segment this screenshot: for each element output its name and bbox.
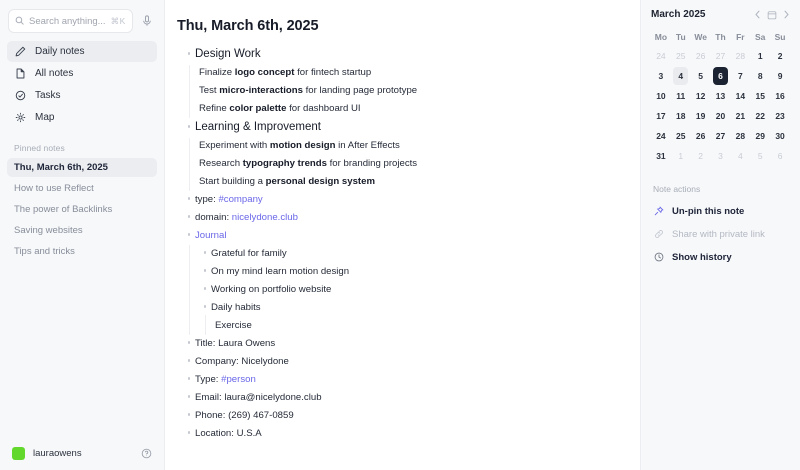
microphone-icon[interactable]: [138, 9, 156, 33]
calendar-nav: [754, 10, 790, 20]
avatar: [12, 447, 25, 460]
calendar-day[interactable]: 26: [695, 51, 706, 61]
task-row[interactable]: [199, 155, 620, 173]
calendar-day[interactable]: 10: [656, 91, 666, 101]
calendar-day[interactable]: 3: [658, 71, 664, 81]
calendar-day[interactable]: 15: [755, 91, 765, 101]
calendar-month-label: March 2025: [651, 9, 706, 20]
calendar-day[interactable]: 17: [656, 111, 666, 121]
field-text: Location: U.S.A: [195, 428, 262, 439]
task-text: Exercise: [215, 320, 252, 331]
external-link: nicelydone.club: [231, 212, 298, 223]
note-action-label: Un-pin this note: [672, 205, 745, 217]
section-heading: Learning & Improvement: [195, 121, 321, 133]
calendar-dow: Th: [715, 32, 726, 42]
sidebar-item-label: Daily notes: [35, 46, 85, 57]
clock-icon: [653, 252, 664, 263]
meta-text: type: #company: [195, 194, 263, 205]
pinned-notes-list: [0, 158, 164, 263]
bullet-icon: [183, 335, 195, 344]
calendar-dow: Mo: [654, 32, 668, 42]
calendar-day[interactable]: 16: [775, 91, 785, 101]
task-row[interactable]: [199, 100, 620, 118]
calendar-day[interactable]: 30: [775, 131, 785, 141]
calendar-day[interactable]: 19: [695, 111, 706, 121]
task-row[interactable]: [199, 137, 620, 155]
calendar-day[interactable]: 22: [755, 111, 765, 121]
document-icon: [14, 68, 26, 80]
check-circle-icon: [14, 90, 26, 102]
calendar-day[interactable]: 14: [735, 91, 746, 101]
bullet-icon: [183, 191, 195, 200]
chevron-left-icon[interactable]: [754, 10, 761, 19]
bullet-icon: [183, 407, 195, 416]
task-text: Finalize logo concept for fintech startup: [199, 67, 372, 78]
calendar-dow: Su: [774, 32, 786, 42]
calendar-day[interactable]: 24: [656, 131, 666, 141]
field-text: Type: #person: [195, 374, 256, 385]
indent-guide: [205, 315, 206, 335]
journal-item[interactable]: [199, 263, 620, 281]
tag-link: #company: [218, 194, 263, 205]
page-title: Thu, March 6th, 2025: [177, 18, 319, 34]
pinned-note-item[interactable]: Thu, March 6th, 2025: [7, 158, 157, 177]
journal-item-text: Daily habits: [211, 302, 261, 313]
sidebar-item-label: Tasks: [35, 90, 61, 101]
search-row: [0, 0, 164, 33]
calendar-day[interactable]: 18: [676, 111, 686, 121]
search-shortcut: ⌘K: [110, 15, 126, 26]
field-row-company[interactable]: [183, 353, 620, 371]
calendar-day[interactable]: 2: [698, 151, 703, 161]
share-private-link-button[interactable]: [651, 224, 790, 244]
calendar-day[interactable]: 13: [715, 91, 726, 101]
calendar-day[interactable]: 11: [676, 91, 686, 101]
pinned-note-item[interactable]: Saving websites: [14, 225, 83, 236]
calendar-dow: Sa: [755, 32, 766, 42]
calendar-day[interactable]: 1: [678, 151, 684, 161]
task-row[interactable]: [199, 64, 620, 82]
note-action-label: Show history: [672, 251, 732, 263]
calendar-dow: Tu: [675, 32, 686, 42]
calendar-dow: We: [694, 32, 707, 42]
calendar-day-selected[interactable]: 6: [713, 67, 728, 85]
calendar-day[interactable]: 6: [777, 151, 783, 161]
indent-guide: [189, 65, 190, 118]
sidebar-item-map[interactable]: [7, 107, 157, 128]
calendar-day[interactable]: 25: [676, 51, 686, 61]
bullet-icon: [183, 353, 195, 362]
journal-item[interactable]: [199, 245, 620, 263]
calendar-day[interactable]: 5: [757, 151, 763, 161]
sidebar-item-daily-notes[interactable]: [7, 41, 157, 62]
calendar-day[interactable]: 29: [755, 131, 765, 141]
bullet-icon: [183, 389, 195, 398]
field-text: Title: Laura Owens: [195, 338, 276, 349]
section-learning-improvement: [177, 118, 620, 191]
calendar-day[interactable]: 25: [676, 131, 686, 141]
calendar-day[interactable]: 28: [735, 131, 746, 141]
task-row[interactable]: [199, 82, 620, 100]
bullet-icon: [199, 263, 211, 272]
calendar-day[interactable]: 27: [715, 51, 726, 61]
calendar-day[interactable]: 26: [695, 131, 706, 141]
note-action-label: Share with private link: [672, 228, 765, 240]
pinned-note-item[interactable]: The power of Backlinks: [14, 204, 113, 215]
tag-link: #person: [221, 374, 256, 385]
calendar-day[interactable]: 27: [715, 131, 726, 141]
bullet-icon: [199, 281, 211, 290]
journal-item[interactable]: [199, 281, 620, 299]
section-journal: [177, 227, 620, 335]
graph-icon: [14, 112, 26, 124]
calendar-day[interactable]: 7: [737, 71, 743, 81]
field-row-email[interactable]: [183, 389, 620, 407]
calendar-day[interactable]: 4: [737, 151, 743, 161]
link-icon: [653, 229, 664, 240]
show-history-button[interactable]: [651, 247, 790, 267]
calendar-icon[interactable]: [767, 10, 777, 20]
calendar-header: [651, 9, 790, 20]
help-circle-icon[interactable]: [141, 448, 152, 459]
calendar-day[interactable]: 2: [777, 51, 783, 61]
sidebar: [0, 0, 165, 470]
task-text: Test micro-interactions for landing page prototype: [199, 85, 418, 96]
calendar-day[interactable]: 5: [698, 71, 703, 81]
calendar-day[interactable]: 12: [695, 91, 706, 101]
journal-item-text: On my mind learn motion design: [211, 266, 350, 277]
meta-row-domain[interactable]: [183, 209, 620, 227]
journal-item-text: Working on portfolio website: [211, 284, 332, 295]
pinned-note-item[interactable]: Tips and tricks: [14, 246, 75, 257]
bullet-icon: [183, 371, 195, 380]
section-heading-row[interactable]: [183, 45, 620, 64]
calendar-day[interactable]: 21: [735, 111, 746, 121]
journal-heading-row[interactable]: [183, 227, 620, 245]
calendar-day[interactable]: 31: [656, 151, 666, 161]
calendar-day[interactable]: 28: [735, 51, 746, 61]
task-text: Start building a personal design system: [199, 176, 375, 187]
field-row-type[interactable]: [183, 371, 620, 389]
right-panel: [640, 0, 800, 470]
journal-item-text: Grateful for family: [211, 248, 287, 259]
bullet-icon: [183, 227, 195, 236]
task-row[interactable]: [215, 317, 620, 335]
bullet-icon: [199, 245, 211, 254]
field-row-location[interactable]: [183, 425, 620, 443]
sidebar-item-label: All notes: [35, 68, 74, 79]
task-row[interactable]: [199, 173, 620, 191]
field-text: Phone: (269) 467-0859: [195, 410, 294, 421]
task-text: Research typography trends for branding projects: [199, 158, 418, 169]
calendar-day[interactable]: 1: [757, 51, 763, 61]
calendar-day[interactable]: 8: [757, 71, 763, 81]
meta-text: domain: nicelydone.club: [195, 212, 298, 223]
chevron-right-icon[interactable]: [783, 10, 790, 19]
bullet-icon: [183, 209, 195, 218]
bullet-icon: [183, 45, 195, 55]
field-row-title[interactable]: [183, 335, 620, 353]
sidebar-item-tasks[interactable]: [7, 85, 157, 106]
bullet-icon: [199, 299, 211, 308]
search-placeholder: Search anything...: [29, 15, 106, 27]
note-actions-heading: Note actions: [653, 184, 701, 194]
user-name: lauraowens: [33, 447, 82, 459]
task-text: Refine color palette for dashboard UI: [199, 103, 361, 114]
user-account-row[interactable]: [0, 436, 164, 470]
calendar-day[interactable]: 3: [718, 151, 723, 161]
search-input[interactable]: [8, 9, 133, 33]
calendar-grid: [651, 29, 790, 166]
meta-row-type[interactable]: [183, 191, 620, 209]
pin-icon: [653, 206, 664, 217]
calendar-day-highlighted[interactable]: 4: [673, 67, 688, 85]
field-row-phone[interactable]: [183, 407, 620, 425]
pencil-icon: [14, 46, 26, 58]
field-text: Email: laura@nicelydone.club: [195, 392, 322, 403]
calendar-day[interactable]: 24: [656, 51, 666, 61]
calendar-day[interactable]: 9: [777, 71, 783, 81]
sidebar-item-all-notes[interactable]: [7, 63, 157, 84]
calendar-dow: Fr: [736, 32, 745, 42]
note-editor[interactable]: [165, 0, 640, 470]
section-design-work: [177, 45, 620, 118]
field-text: Company: Nicelydone: [195, 356, 289, 367]
indent-guide: [189, 138, 190, 191]
calendar-day[interactable]: 20: [715, 111, 726, 121]
pinned-notes-heading: Pinned notes: [14, 143, 65, 153]
journal-link[interactable]: Journal: [195, 230, 227, 241]
pinned-note-item[interactable]: How to use Reflect: [14, 183, 94, 194]
daily-habits-group: [177, 299, 620, 335]
search-icon: [15, 12, 24, 30]
bullet-icon: [183, 118, 195, 128]
bullet-icon: [183, 425, 195, 434]
primary-nav: [0, 33, 164, 129]
journal-item[interactable]: [199, 299, 620, 317]
unpin-note-button[interactable]: [651, 201, 790, 221]
section-heading: Design Work: [195, 48, 261, 60]
task-text: Experiment with motion design in After Effects: [199, 140, 400, 151]
sidebar-item-label: Map: [35, 112, 55, 123]
section-heading-row[interactable]: [183, 118, 620, 137]
calendar-day[interactable]: 23: [775, 111, 785, 121]
